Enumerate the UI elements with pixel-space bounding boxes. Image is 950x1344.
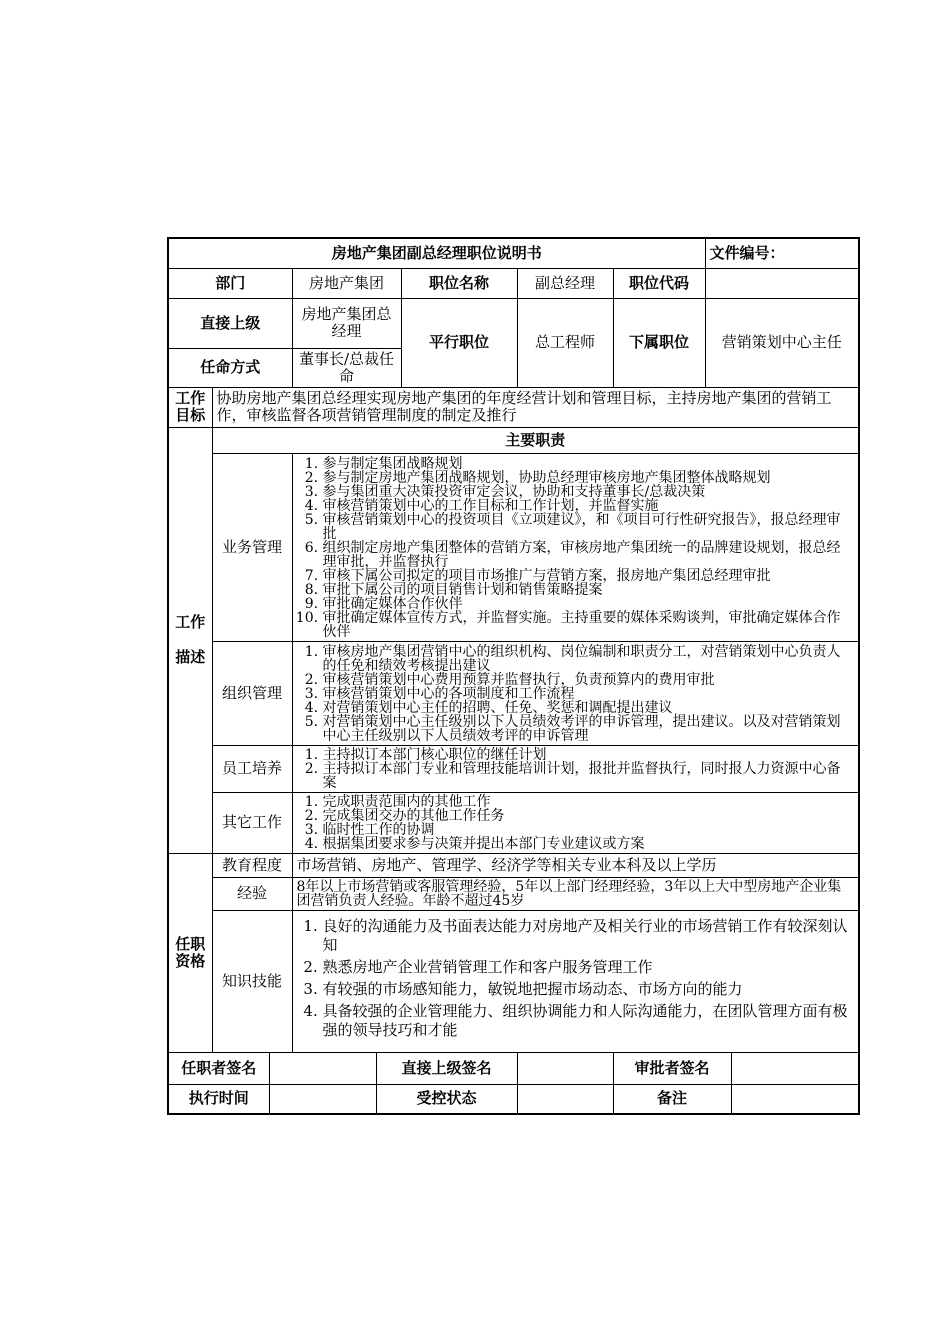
department-value: 房地产集团 [292, 268, 401, 298]
document-title: 房地产集团副总经理职位说明书 [168, 238, 705, 268]
list-item: 7. 审核下属公司拟定的项目市场推广与营销方案，报房地产集团总经理审批 [323, 569, 855, 583]
execution-time-label: 执行时间 [168, 1084, 269, 1114]
business-management-duties [292, 453, 859, 641]
skills-value [292, 910, 859, 1052]
organization-management-list [297, 645, 855, 743]
list-item: 4. 对营销策划中心主任的招聘、任免、奖惩和调配提出建议 [323, 701, 855, 715]
skills-list [297, 917, 855, 1040]
list-item: 2. 完成集团交办的其他工作任务 [323, 809, 855, 823]
remark-label: 备注 [613, 1084, 731, 1114]
experience-label: 经验 [212, 877, 292, 910]
other-work-list [297, 795, 855, 851]
position-code-label: 职位代码 [613, 268, 705, 298]
document-number-label: 文件编号： [705, 238, 859, 268]
work-goal-text: 协助房地产集团总经理实现房地产集团的年度经营计划和管理目标，主持房地产集团的营销工作，审核监督各项营销管理制度的制定及推行 [212, 387, 859, 427]
list-item: 10. 审批确定媒体宣传方式，并监督实施。主持重要的媒体采购谈判，审批确定媒体合作伙伴 [323, 611, 855, 639]
work-description-label-line1: 工作 [175, 613, 206, 631]
staff-development-list [297, 748, 855, 790]
list-item: 1. 良好的沟通能力及书面表达能力对房地产及相关行业的市场营销工作有较深刻认知 [323, 917, 855, 955]
list-item: 2. 主持拟订本部门专业和管理技能培训计划，报批并监督执行，同时报人力资源中心备案 [323, 762, 855, 790]
other-work-duties [292, 792, 859, 853]
business-management-label: 业务管理 [212, 453, 292, 641]
remark-field[interactable] [731, 1084, 859, 1114]
approver-signature-label: 审批者签名 [613, 1052, 731, 1084]
control-status-field[interactable] [517, 1084, 613, 1114]
main-duties-header: 主要职责 [212, 427, 859, 453]
skills-label: 知识技能 [212, 910, 292, 1052]
direct-superior-value: 房地产集团总经理 [292, 298, 401, 348]
list-item: 5. 审核营销策划中心的投资项目《立项建议》，和《项目可行性研究报告》，报总经理审批 [323, 513, 855, 541]
position-name-value: 副总经理 [517, 268, 613, 298]
list-item: 4. 审核营销策划中心的工作目标和工作计划，并监督实施 [323, 499, 855, 513]
organization-management-duties [292, 641, 859, 745]
list-item: 6. 组织制定房地产集团整体的营销方案，审核房地产集团统一的品牌建设规划，报总经理审批，并监督执行 [323, 541, 855, 569]
peer-position-value: 总工程师 [517, 298, 613, 387]
other-work-label: 其它工作 [212, 792, 292, 853]
list-item: 3. 审核营销策划中心的各项制度和工作流程 [323, 687, 855, 701]
staff-development-label: 员工培养 [212, 745, 292, 792]
work-description-label-line2: 描述 [175, 648, 206, 666]
job-description-table [167, 237, 860, 1115]
list-item: 2. 熟悉房地产企业营销管理工作和客户服务管理工作 [323, 958, 855, 977]
list-item: 1. 审核房地产集团营销中心的组织机构、岗位编制和职责分工，对营销策划中心负责人的任免和绩效考核提出建议 [323, 645, 855, 673]
list-item: 3. 临时性工作的协调 [323, 823, 855, 837]
list-item: 9. 审批确定媒体合作伙伴 [323, 597, 855, 611]
business-management-list [297, 457, 855, 639]
position-code-value [705, 268, 859, 298]
experience-value: 8年以上市场营销或客服管理经验，5年以上部门经理经验，3年以上大中型房地产企业集团营销负责人经验。年龄不超过45岁 [292, 877, 859, 910]
education-value: 市场营销、房地产、管理学、经济学等相关专业本科及以上学历 [292, 853, 859, 877]
list-item: 2. 审核营销策划中心费用预算并监督执行，负责预算内的费用审批 [323, 673, 855, 687]
appointment-method-value: 董事长/总裁任命 [292, 348, 401, 387]
subordinate-position-label: 下属职位 [613, 298, 705, 387]
education-label: 教育程度 [212, 853, 292, 877]
qualification-label: 任职资格 [168, 853, 212, 1052]
list-item: 4. 根据集团要求参与决策并提出本部门专业建议或方案 [323, 837, 855, 851]
superior-signature-label: 直接上级签名 [376, 1052, 517, 1084]
work-goal-label: 工作目标 [168, 387, 212, 427]
list-item: 1. 完成职责范围内的其他工作 [323, 795, 855, 809]
holder-signature-field[interactable] [269, 1052, 376, 1084]
list-item: 1. 参与制定集团战略规划 [323, 457, 855, 471]
job-description-document [167, 237, 858, 1115]
list-item: 4. 具备较强的企业管理能力、组织协调能力和人际沟通能力，在团队管理方面有极强的领导技巧和才能 [323, 1002, 855, 1040]
execution-time-field[interactable] [269, 1084, 376, 1114]
list-item: 8. 审批下属公司的项目销售计划和销售策略提案 [323, 583, 855, 597]
list-item: 5. 对营销策划中心主任级别以下人员绩效考评的申诉管理，提出建议。以及对营销策划中心主任级别以下人员绩效考评的申诉管理 [323, 715, 855, 743]
list-item: 2. 参与制定房地产集团战略规划，协助总经理审核房地产集团整体战略规划 [323, 471, 855, 485]
control-status-label: 受控状态 [376, 1084, 517, 1114]
department-label: 部门 [168, 268, 292, 298]
superior-signature-field[interactable] [517, 1052, 613, 1084]
organization-management-label: 组织管理 [212, 641, 292, 745]
approver-signature-field[interactable] [731, 1052, 859, 1084]
staff-development-duties [292, 745, 859, 792]
work-description-label [168, 427, 212, 853]
direct-superior-label: 直接上级 [168, 298, 292, 348]
appointment-method-label: 任命方式 [168, 348, 292, 387]
peer-position-label: 平行职位 [401, 298, 517, 387]
list-item: 3. 参与集团重大决策投资审定会议，协助和支持董事长/总裁决策 [323, 485, 855, 499]
list-item: 3. 有较强的市场感知能力，敏锐地把握市场动态、市场方向的能力 [323, 980, 855, 999]
subordinate-position-value: 营销策划中心主任 [705, 298, 859, 387]
position-name-label: 职位名称 [401, 268, 517, 298]
holder-signature-label: 任职者签名 [168, 1052, 269, 1084]
list-item: 1. 主持拟订本部门核心职位的继任计划 [323, 748, 855, 762]
